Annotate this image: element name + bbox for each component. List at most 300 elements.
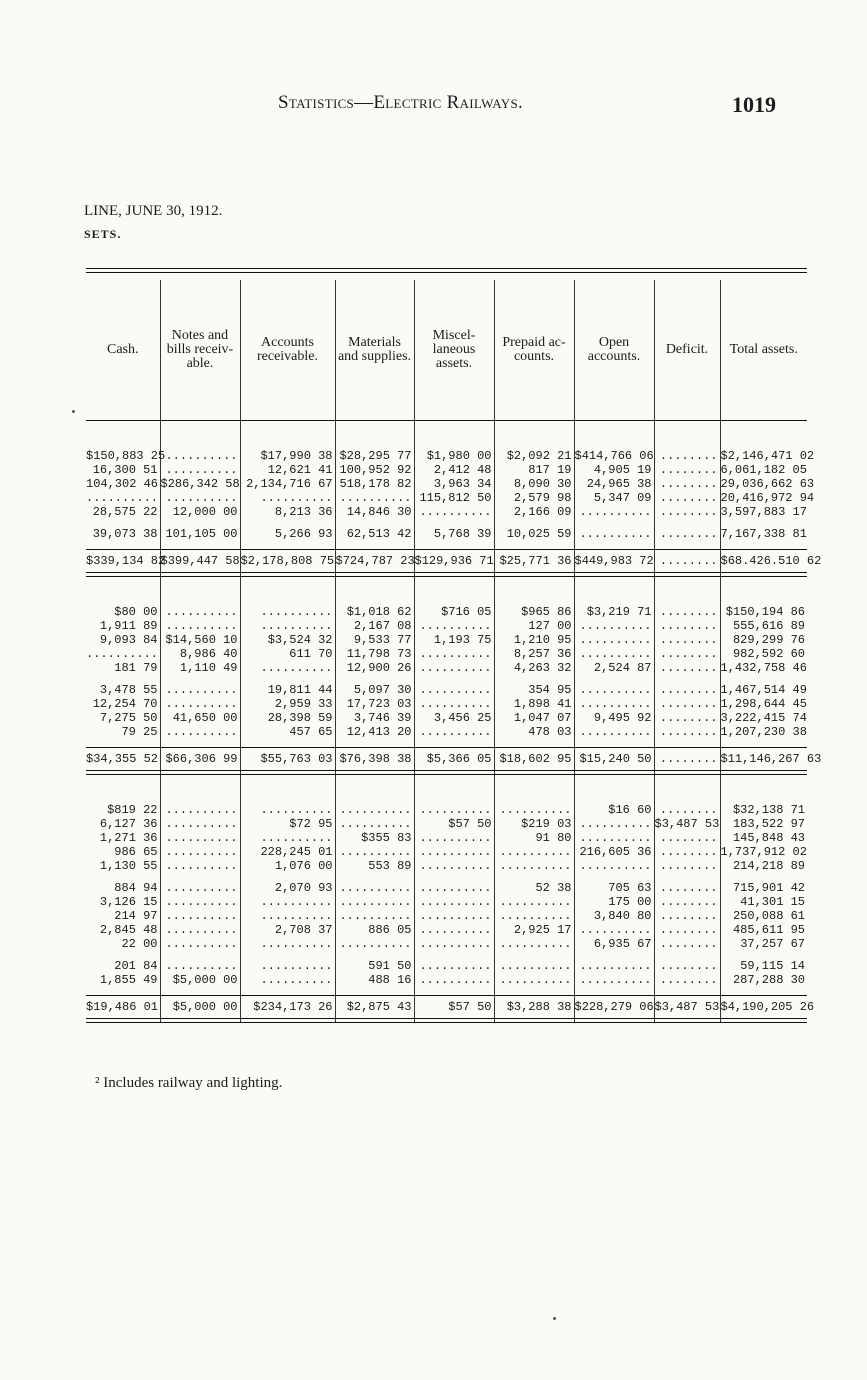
spacer-cell (160, 675, 240, 683)
table-cell: 2,524 87 (574, 661, 654, 675)
table-cell: .......... (574, 683, 654, 697)
group-gap-row (86, 675, 807, 683)
spacer-cell (240, 577, 335, 606)
spacer-cell (160, 739, 240, 748)
table-cell: .......... (160, 909, 240, 923)
table-cell: ........ (654, 859, 720, 873)
table-cell: $18,602 95 (494, 748, 574, 771)
spacer-cell (654, 1019, 720, 1023)
table-cell: 2,134,716 67 (240, 477, 335, 491)
table-cell: .......... (414, 803, 494, 817)
table-cell: ........ (654, 697, 720, 711)
table-cell: .......... (414, 909, 494, 923)
table-row (86, 959, 807, 973)
table-cell: 11,798 73 (335, 647, 414, 661)
table-cell: 518,178 82 (335, 477, 414, 491)
table-cell: $399,447 58 (160, 550, 240, 573)
spacer-cell (574, 951, 654, 959)
print-speck (553, 1317, 556, 1320)
spacer-cell (335, 421, 414, 450)
table-cell: 19,811 44 (240, 683, 335, 697)
spacer-cell (654, 675, 720, 683)
table-cell: 216,605 36 (574, 845, 654, 859)
spacer-cell (160, 1019, 240, 1023)
table-cell: 555,616 89 (720, 619, 807, 633)
spacer-cell (86, 421, 160, 450)
table-cell: 115,812 50 (414, 491, 494, 505)
table-cell: $819 22 (107, 803, 158, 817)
table-cell: 5,768 39 (414, 527, 494, 541)
table-cell: 1,737,912 02 (720, 845, 807, 859)
table-cell: 2,925 17 (494, 923, 574, 937)
table-cell: $1,980 00 (414, 449, 494, 463)
table-cell: 3,456 25 (414, 711, 494, 725)
spacer-cell (654, 739, 720, 748)
spacer-cell (86, 873, 160, 881)
table-cell: .......... (574, 725, 654, 739)
table-cell: $72 95 (240, 817, 335, 831)
table-cell: ........ (654, 923, 720, 937)
col-header-total-assets: Total assets. (720, 280, 807, 421)
table-cell: ........ (654, 845, 720, 859)
spacer-cell (86, 519, 160, 527)
table-cell: 8,257 36 (494, 647, 574, 661)
spacer-cell (574, 577, 654, 606)
table-cell: .......... (414, 697, 494, 711)
table-cell: .......... (240, 619, 335, 633)
table-cell: $3,288 38 (494, 996, 574, 1019)
spacer-cell (240, 951, 335, 959)
table-cell: .......... (494, 973, 574, 987)
spacer-cell (720, 577, 807, 606)
table-cell: .......... (240, 605, 335, 619)
table-subtitle: SETS. (84, 227, 122, 241)
table-cell: .......... (240, 909, 335, 923)
table-cell: 591 50 (335, 959, 414, 973)
spacer-cell (414, 739, 494, 748)
spacer-cell (654, 775, 720, 804)
table-cell: 457 65 (240, 725, 335, 739)
table-cell: $965 86 (494, 605, 574, 619)
table-cell: .......... (160, 859, 240, 873)
table-cell: 1,432,758 46 (720, 661, 807, 675)
spacer-cell (86, 987, 160, 996)
table-cell: $5,000 00 (160, 973, 240, 987)
table-cell: .......... (414, 683, 494, 697)
spacer-cell (335, 541, 414, 550)
spacer-cell (240, 519, 335, 527)
table-cell: $2,178,808 75 (240, 550, 335, 573)
table-cell: 250,088 61 (720, 909, 807, 923)
table-row (86, 817, 807, 831)
table-cell: ........ (654, 937, 720, 951)
table-cell: .......... (574, 973, 654, 987)
table-cell: 52 38 (494, 881, 574, 895)
table-cell: .......... (494, 909, 574, 923)
table-cell: 3,963 34 (414, 477, 494, 491)
table-cell: $150,883 25 (86, 449, 166, 463)
spacer-cell (86, 541, 160, 550)
table-row (86, 619, 807, 633)
spacer-cell (240, 775, 335, 804)
table-cell: 1,898 41 (494, 697, 574, 711)
table-cell: 485,611 95 (720, 923, 807, 937)
col-header-deficit: Deficit. (654, 280, 720, 421)
top-rule-2 (86, 272, 807, 273)
table-cell: 9,093 84 (99, 633, 158, 647)
header-gap-row (86, 421, 807, 450)
group-gap-row (86, 873, 807, 881)
table-cell: 28,575 22 (92, 505, 158, 519)
table-cell: 8,986 40 (160, 647, 240, 661)
spacer-cell (335, 1019, 414, 1023)
spacer-cell (574, 873, 654, 881)
table-row (86, 881, 807, 895)
section-gap-row (86, 775, 807, 804)
table-cell: .......... (240, 895, 335, 909)
table-cell: .......... (160, 605, 240, 619)
table-cell: 829,299 76 (720, 633, 807, 647)
table-cell: .......... (574, 831, 654, 845)
spacer-cell (574, 987, 654, 996)
table-cell: .......... (160, 725, 240, 739)
table-cell: $5,366 05 (414, 748, 494, 771)
spacer-cell (720, 739, 807, 748)
table-cell: 12,621 41 (240, 463, 335, 477)
print-speck (72, 410, 75, 413)
spacer-cell (720, 541, 807, 550)
table-row (86, 463, 807, 477)
col-header-cash: Cash. (86, 280, 160, 421)
table-row (86, 491, 807, 505)
table-cell: $17,990 38 (240, 449, 335, 463)
footnote: ² Includes railway and lighting. (95, 1075, 283, 1091)
table-cell: $3,524 32 (240, 633, 335, 647)
table-cell: ........ (654, 895, 720, 909)
table-row (86, 633, 807, 647)
table-cell: $4,190,205 26 (720, 996, 807, 1019)
table-cell: 39,073 38 (92, 527, 158, 541)
table-cell: 59,115 14 (720, 959, 807, 973)
spacer-cell (414, 1019, 494, 1023)
table-cell: .......... (414, 895, 494, 909)
table-cell: 41,301 15 (720, 895, 807, 909)
table-cell: .......... (414, 725, 494, 739)
table-cell: .......... (494, 937, 574, 951)
table-cell: 12,254 70 (92, 697, 158, 711)
table-cell: 7,167,338 81 (720, 527, 807, 541)
table-cell: ........ (654, 711, 720, 725)
table-cell: 101,105 00 (160, 527, 240, 541)
table-cell: ........ (654, 909, 720, 923)
table-cell: $449,983 72 (574, 550, 654, 573)
assets-table (86, 280, 822, 1023)
table-cell: 3,126 15 (99, 895, 158, 909)
table-cell: .......... (414, 845, 494, 859)
table-cell: 12,413 20 (335, 725, 414, 739)
table-cell: $3,487 53 (654, 996, 720, 1019)
table-cell: 1,855 49 (99, 973, 158, 987)
table-cell: $219 03 (494, 817, 574, 831)
table-cell: $19,486 01 (86, 996, 160, 1019)
table-cell: ........ (654, 725, 720, 739)
table-cell: .......... (414, 937, 494, 951)
table-cell: $11,146,267 63 (720, 748, 807, 771)
spacer-cell (720, 421, 807, 450)
table-cell: 5,347 09 (574, 491, 654, 505)
table-cell: 91 80 (494, 831, 574, 845)
table-cell: 4,905 19 (574, 463, 654, 477)
table-cell: 12,900 26 (335, 661, 414, 675)
table-cell: ........ (654, 527, 720, 541)
table-cell: 1,076 00 (240, 859, 335, 873)
table-title: LINE, JUNE 30, 1912. (84, 203, 223, 219)
spacer-cell (494, 577, 574, 606)
table-row (86, 477, 807, 491)
table-cell: .......... (494, 895, 574, 909)
table-cell: 715,901 42 (720, 881, 807, 895)
table-cell: .......... (160, 817, 240, 831)
spacer-cell (414, 519, 494, 527)
table-cell: ........ (654, 831, 720, 845)
table-cell: $34,355 52 (86, 748, 160, 771)
table-cell: .......... (86, 491, 159, 505)
table-row (86, 683, 807, 697)
col-header-materials-supplies: Materials and supplies. (335, 280, 414, 421)
spacer-cell (414, 873, 494, 881)
top-rule (86, 268, 807, 269)
table-cell: 175 00 (574, 895, 654, 909)
table-cell: .......... (494, 803, 574, 817)
table-cell: 6,935 67 (574, 937, 654, 951)
table-cell: 354 95 (494, 683, 574, 697)
table-cell: 817 19 (494, 463, 574, 477)
table-cell: 3,840 80 (574, 909, 654, 923)
table-cell: 228,245 01 (240, 845, 335, 859)
table-cell: .......... (574, 959, 654, 973)
table-cell: $339,134 82 (86, 550, 160, 573)
table-cell: ........ (654, 633, 720, 647)
table-cell: $1,018 62 (335, 605, 414, 619)
table-cell: 17,723 03 (335, 697, 414, 711)
table-cell: ........ (654, 550, 720, 573)
spacer-cell (574, 541, 654, 550)
table-cell: ........ (654, 491, 720, 505)
table-row (86, 711, 807, 725)
table-cell: 37,257 67 (720, 937, 807, 951)
table-cell: .......... (574, 817, 654, 831)
table-cell: 9,495 92 (574, 711, 654, 725)
table-cell: 28,398 59 (240, 711, 335, 725)
table-cell: ........ (654, 505, 720, 519)
col-header-open-accounts: Open accounts. (574, 280, 654, 421)
table-cell: .......... (494, 959, 574, 973)
spacer-cell (494, 739, 574, 748)
table-cell: 488 16 (335, 973, 414, 987)
table-cell: 611 70 (240, 647, 335, 661)
col-header-prepaid-accounts: Prepaid ac- counts. (494, 280, 574, 421)
table-row (86, 909, 807, 923)
spacer-cell (720, 951, 807, 959)
table-cell: 5,266 93 (240, 527, 335, 541)
table-cell: .......... (414, 647, 494, 661)
table-cell: $25,771 36 (494, 550, 574, 573)
table-cell: .......... (414, 859, 494, 873)
table-cell: .......... (160, 881, 240, 895)
spacer-cell (494, 775, 574, 804)
spacer-cell (160, 519, 240, 527)
table-cell: 22 00 (121, 937, 158, 951)
table-cell: 2,845 48 (99, 923, 158, 937)
spacer-cell (86, 739, 160, 748)
table-row (86, 725, 807, 739)
table-cell: .......... (335, 881, 414, 895)
table-row (86, 895, 807, 909)
table-cell: .......... (160, 619, 240, 633)
table-cell: 214 97 (114, 909, 158, 923)
table-cell: ........ (654, 605, 720, 619)
spacer-cell (654, 987, 720, 996)
table-cell: .......... (574, 923, 654, 937)
table-cell: 478 03 (494, 725, 574, 739)
col-header-accounts-receivable: Accounts receivable. (240, 280, 335, 421)
table-cell: 41,650 00 (160, 711, 240, 725)
spacer-cell (574, 739, 654, 748)
spacer-cell (335, 577, 414, 606)
spacer-cell (160, 541, 240, 550)
table-cell: .......... (160, 697, 240, 711)
table-cell: .......... (574, 859, 654, 873)
table-cell: 104,302 46 (86, 477, 159, 491)
table-cell: 2,166 09 (494, 505, 574, 519)
spacer-cell (654, 421, 720, 450)
spacer-cell (574, 519, 654, 527)
table-row (86, 831, 807, 845)
table-cell: .......... (494, 859, 574, 873)
table-cell: 14,846 30 (335, 505, 414, 519)
table-cell: 2,070 93 (240, 881, 335, 895)
table-row (86, 505, 807, 519)
table-row (86, 661, 807, 675)
table-cell: 2,412 48 (414, 463, 494, 477)
table-cell: $14,560 10 (160, 633, 240, 647)
table-cell: .......... (335, 909, 414, 923)
table-cell: 9,533 77 (335, 633, 414, 647)
table-cell: 1,193 75 (414, 633, 494, 647)
table-cell: 29,036,662 63 (720, 477, 815, 491)
table-cell: 6,061,182 05 (720, 463, 807, 477)
table-cell: .......... (414, 505, 494, 519)
table-cell: 16,300 51 (92, 463, 158, 477)
table-cell: 1,298,644 45 (720, 697, 807, 711)
table-cell: $228,279 06 (574, 996, 654, 1019)
table-cell: ........ (654, 661, 720, 675)
table-cell: 1,110 49 (160, 661, 240, 675)
spacer-cell (654, 519, 720, 527)
table-cell: .......... (414, 923, 494, 937)
table-cell: $16 60 (574, 803, 654, 817)
table-row (86, 973, 807, 987)
spacer-cell (335, 951, 414, 959)
table-cell: $57 50 (414, 817, 494, 831)
table-cell: 8,090 30 (494, 477, 574, 491)
spacer-cell (654, 951, 720, 959)
spacer-cell (240, 1019, 335, 1023)
table-cell: ........ (654, 803, 720, 817)
table-cell: 183,522 97 (720, 817, 807, 831)
table-cell: 884 94 (114, 881, 158, 895)
table-cell: $286,342 58 (160, 477, 240, 491)
table-cell: .......... (574, 505, 654, 519)
total-row (86, 550, 807, 573)
table-cell: 79 25 (121, 725, 158, 739)
table-cell: $28,295 77 (335, 449, 414, 463)
table-cell: 127 00 (494, 619, 574, 633)
table-cell: 7,275 50 (99, 711, 158, 725)
pre-total-gap-row (86, 739, 807, 748)
group-gap-row (86, 951, 807, 959)
table-cell: ........ (654, 477, 720, 491)
spacer-cell (720, 1019, 807, 1023)
col-header-notes-bills: Notes and bills receiv- able. (160, 280, 240, 421)
table-cell: 181 79 (114, 661, 158, 675)
total-row (86, 996, 807, 1019)
spacer-cell (494, 987, 574, 996)
table-cell: 1,207,230 38 (720, 725, 807, 739)
table-cell: .......... (574, 647, 654, 661)
table-cell: $57 50 (414, 996, 494, 1019)
table-cell: .......... (414, 881, 494, 895)
table-cell: .......... (86, 647, 159, 661)
table-cell: $2,092 21 (494, 449, 574, 463)
spacer-cell (494, 951, 574, 959)
table-cell: .......... (574, 633, 654, 647)
table-cell: $2,875 43 (335, 996, 414, 1019)
spacer-cell (335, 987, 414, 996)
table-row (86, 923, 807, 937)
spacer-cell (335, 775, 414, 804)
table-cell: $15,240 50 (574, 748, 654, 771)
table-cell: .......... (414, 831, 494, 845)
spacer-cell (160, 775, 240, 804)
spacer-cell (720, 987, 807, 996)
table-cell: .......... (160, 845, 240, 859)
table-row (86, 605, 807, 619)
spacer-cell (720, 775, 807, 804)
table-cell: $724,787 23 (335, 550, 414, 573)
table-cell: .......... (240, 803, 335, 817)
table-cell: ........ (654, 619, 720, 633)
spacer-cell (494, 541, 574, 550)
spacer-cell (160, 873, 240, 881)
spacer-cell (335, 675, 414, 683)
spacer-cell (654, 873, 720, 881)
section-gap-row (86, 577, 807, 606)
spacer-cell (414, 775, 494, 804)
table-cell: .......... (335, 817, 414, 831)
table-cell: $355 83 (335, 831, 414, 845)
table-cell: 1,271 36 (99, 831, 158, 845)
table-cell: ........ (654, 959, 720, 973)
group-gap-row (86, 519, 807, 527)
spacer-cell (160, 421, 240, 450)
spacer-cell (414, 987, 494, 996)
spacer-cell (414, 577, 494, 606)
spacer-cell (654, 577, 720, 606)
table-cell: 1,130 55 (99, 859, 158, 873)
table-cell: .......... (414, 661, 494, 675)
table-cell: .......... (240, 661, 335, 675)
